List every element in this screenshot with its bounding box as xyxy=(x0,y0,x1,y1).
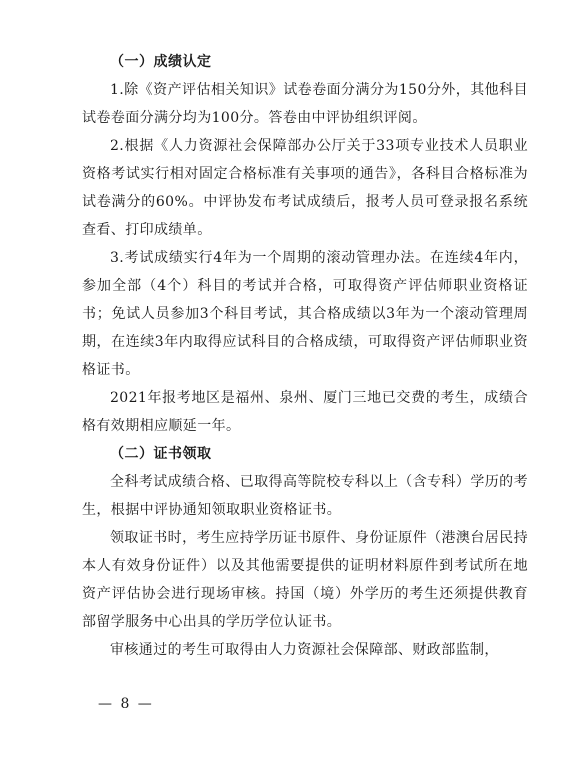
paragraph-7: 审核通过的考生可取得由人力资源社会保障部、财政部监制， xyxy=(110,642,499,658)
page-number: — 8 — xyxy=(98,696,154,712)
paragraph-5: 全科考试成绩合格、已取得高等院校专科以上（含专科）学历的考生，根据中评协通知领取职业资格证书。 xyxy=(82,474,528,518)
paragraph-3: 3.考试成绩实行4年为一个周期的滚动管理办法。在连续4年内，参加全部（4个）科目的考试并合格，可取得资产评估师职业资格证书；免试人员参加3个科目考试，其合格成绩以3年为一个滚动管理周期，在连续3年内取得应试科目的合格成绩，可取得资产评估师职业资格证书。 xyxy=(82,250,528,378)
paragraph-1: 1.除《资产评估相关知识》试卷卷面分满分为150分外，其他科目试卷卷面分满分均为100分。答卷由中评协组织评阅。 xyxy=(82,82,528,126)
section-heading-certificate-collection: （二）证书领取 xyxy=(110,446,212,462)
paragraph-4: 2021年报考地区是福州、泉州、厦门三地已交费的考生，成绩合格有效期相应顺延一年。 xyxy=(82,390,528,434)
document-body xyxy=(82,48,528,664)
paragraph-6: 领取证书时，考生应持学历证书原件、身份证原件（港澳台居民持本人有效身份证件）以及其他需要提供的证明材料原件到考试所在地资产评估协会进行现场审核。持国（境）外学历的考生还须提供教育部留学服务中心出具的学历学位认证书。 xyxy=(82,530,528,630)
section-heading-score-recognition: （一）成绩认定 xyxy=(110,54,212,70)
paragraph-2: 2.根据《人力资源社会保障部办公厅关于33项专业技术人员职业资格考试实行相对固定合格标准有关事项的通告》，各科目合格标准为试卷满分的60%。中评协发布考试成绩后，报考人员可登录报名系统查看、打印成绩单。 xyxy=(82,138,528,238)
